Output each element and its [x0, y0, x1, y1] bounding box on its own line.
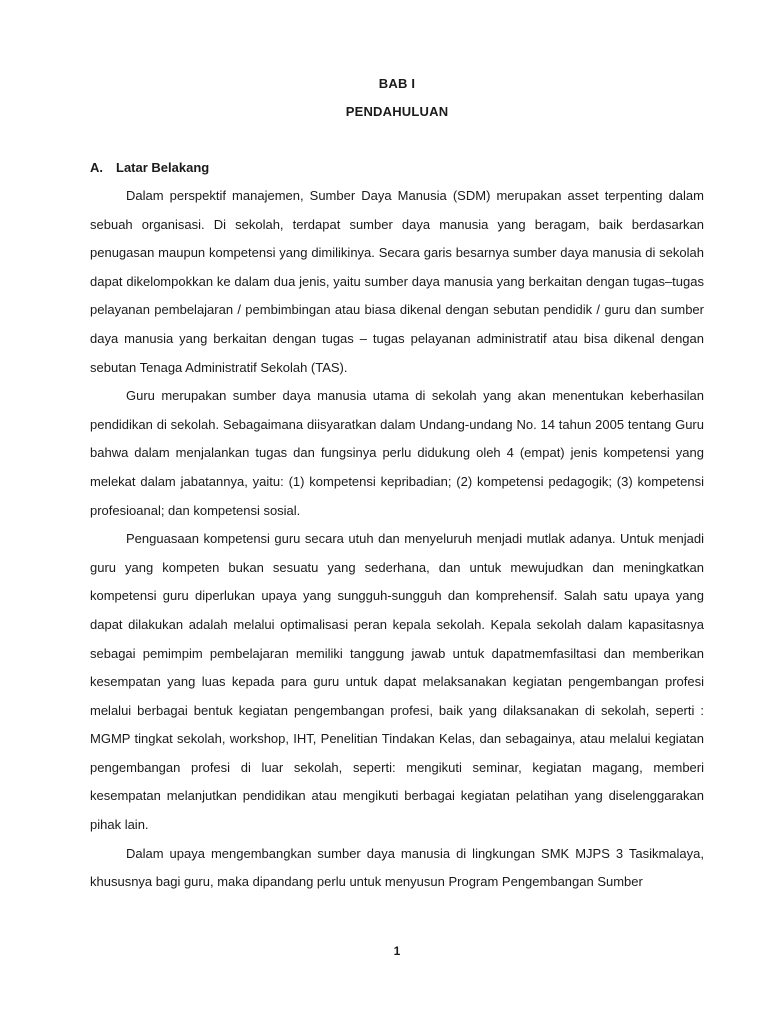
paragraph: Guru merupakan sumber daya manusia utama di sekolah yang akan menentukan keberhasilan pendidikan di sekolah. Sebagaimana diisyaratkan dalam Undang-undang No. 14 tahun 2005 tentang Guru bahwa dalam menjalankan tugas dan fungsinya perlu didukung oleh 4 (empat) jenis kompetensi yang melekat dalam jabatannya, yaitu: (1) kompetensi kepribadian; (2) kompetensi pedagogik; (3) kompetensi profesioanal; dan kompetensi sosial. — [90, 388, 704, 518]
chapter-number: BAB I — [378, 76, 416, 91]
paragraph: Dalam perspektif manajemen, Sumber Daya Manusia (SDM) merupakan asset terpenting dalam sebuah organisasi. Di sekolah, terdapat sumber daya manusia yang beragam, baik berdasarkan penugasan maupun kompetensi yang dimilikinya. Secara garis besarnya sumber daya manusia di sekolah dapat dikelompokkan ke dalam dua jenis, yaitu sumber daya manusia yang berkaitan dengan tugas–tugas pelayanan pembelajaran / pembimbingan atau biasa dikenal dengan sebutan pendidik / guru dan sumber daya manusia yang berkaitan dengan tugas – tugas pelayanan administratif atau bisa dikenal dengan sebutan Tenaga Administratif Sekolah (TAS). — [90, 188, 704, 375]
section-heading — [90, 160, 209, 175]
chapter-title: PENDAHULUAN — [345, 104, 449, 119]
paragraph: Penguasaan kompetensi guru secara utuh dan menyeluruh menjadi mutlak adanya. Untuk menjadi guru yang kompeten bukan sesuatu yang sederhana, dan untuk mewujudkan dan meningkatkan kompetensi guru diperlukan upaya yang sungguh-sungguh dan komprehensif. Salah satu upaya yang dapat dilakukan adalah melalui optimalisasi peran kepala sekolah. Kepala sekolah dalam kapasitasnya sebagai pemimpim pembelajaran memiliki tanggung jawab untuk dapatmemfasiltasi dan memberikan kesempatan yang luas kepada para guru untuk dapat melaksanakan kegiatan pengembangan profesi melalui berbagai bentuk kegiatan pengembangan profesi, baik yang dilaksanakan di sekolah, seperti : MGMP tingkat sekolah, workshop, IHT, Penelitian Tindakan Kelas, dan sebagainya, atau melalui kegiatan pengembangan profesi di luar sekolah, seperti: mengikuti seminar, kegiatan magang, memberi kesempatan melanjutkan pendidikan atau mengikuti berbagai kegiatan pelatihan yang diselenggarakan pihak lain. — [90, 531, 704, 833]
body-text — [90, 182, 704, 897]
page-number: 1 — [393, 944, 401, 958]
paragraph: Dalam upaya mengembangkan sumber daya manusia di lingkungan SMK MJPS 3 Tasikmalaya, khususnya bagi guru, maka dipandang perlu untuk menyusun Program Pengembangan Sumber — [90, 845, 704, 890]
section-title: Latar Belakang — [116, 160, 210, 175]
section-marker: A. — [90, 160, 103, 175]
